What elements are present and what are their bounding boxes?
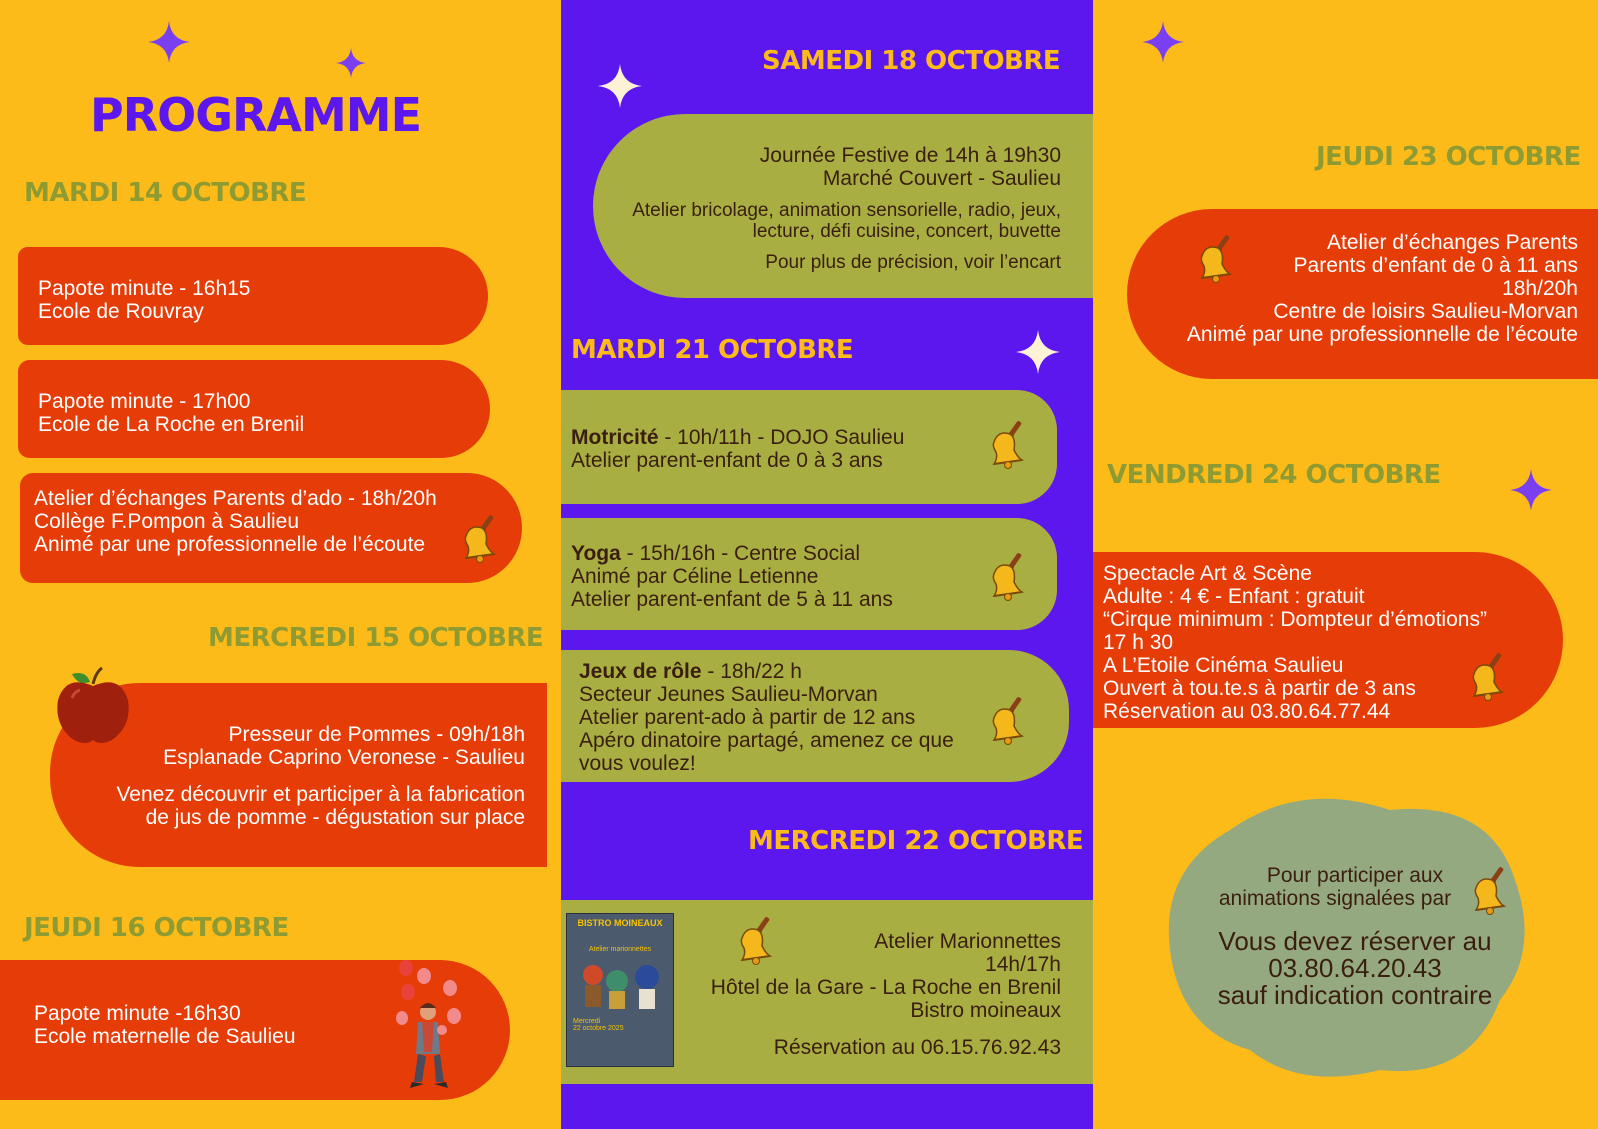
event-title: Atelier d’échanges Parents d’ado - 18h/20h (34, 487, 437, 510)
event-desc: Atelier parent-enfant de 0 à 3 ans (571, 449, 883, 472)
heading-mercredi-15: MERCREDI 15 OCTOBRE (208, 623, 544, 653)
heading-jeudi-16: JEUDI 16 OCTOBRE (24, 913, 289, 943)
event-desc: lecture, défi cuisine, concert, buvette (752, 221, 1061, 242)
poster-subtitle: Atelier marionnettes (588, 946, 652, 953)
star-icon (336, 46, 366, 80)
event-place: Secteur Jeunes Saulieu-Morvan (579, 683, 878, 706)
poster-date: Mercredi (573, 1018, 601, 1025)
event-time: Papote minute - 17h00 (38, 390, 251, 413)
event-place: Esplanade Caprino Veronese - Saulieu (163, 746, 525, 769)
event-time: Papote minute - 16h15 (38, 277, 251, 300)
info-line: Pour participer aux (1266, 864, 1444, 887)
event-price: Adulte : 4 € - Enfant : gratuit (1103, 585, 1365, 608)
bell-icon (1460, 650, 1512, 702)
event-note: Pour plus de précision, voir l’encart (765, 252, 1061, 273)
star-icon (598, 62, 642, 110)
person-with-speech-bubbles-icon (388, 958, 468, 1094)
event-title (579, 660, 1069, 683)
event-show-name: “Cirque minimum : Dompteur d’émotions” (1103, 608, 1487, 631)
event-audience: Ouvert à tou.te.s à partir de 3 ans (1103, 677, 1416, 700)
poster-date: 22 octobre 2025 (573, 1025, 624, 1032)
star-icon (1142, 18, 1184, 66)
star-icon (1510, 466, 1552, 514)
event-place: Hôtel de la Gare - La Roche en Brenil (710, 976, 1061, 999)
event-place: Ecole de La Roche en Brenil (38, 413, 305, 436)
event-time: 17 h 30 (1103, 631, 1174, 654)
event-time: 14h/17h (985, 953, 1061, 976)
event-place: Centre de loisirs Saulieu-Morvan (1273, 300, 1578, 323)
apple-icon (50, 664, 136, 746)
bell-icon (452, 512, 504, 564)
event-note: Animé par une professionnelle de l’écoute (1186, 323, 1578, 346)
event-booking: Réservation au 06.15.76.92.43 (773, 1036, 1061, 1059)
event-title: Atelier d’échanges Parents (1327, 231, 1578, 254)
event-place: A L’Etoile Cinéma Saulieu (1103, 654, 1344, 677)
bell-icon (980, 418, 1032, 470)
event-time: - 10h/11h - DOJO Saulieu (658, 426, 905, 449)
bistro-moineaux-poster (566, 913, 674, 1067)
event-card-papote-rouvray (18, 247, 488, 345)
star-icon (1016, 328, 1060, 376)
info-line: sauf indication contraire (1217, 980, 1493, 1010)
event-place: Bistro moineaux (910, 999, 1061, 1022)
event-title: Atelier Marionnettes (874, 930, 1061, 953)
event-place: Ecole de Rouvray (38, 300, 204, 323)
heading-mardi-14: MARDI 14 OCTOBRE (24, 178, 307, 208)
bell-icon (980, 694, 1032, 746)
heading-vendredi-24: VENDREDI 24 OCTOBRE (1107, 460, 1441, 490)
event-booking: Réservation au 03.80.64.77.44 (1103, 700, 1391, 723)
event-desc: Venez découvrir et participer à la fabrication (116, 783, 525, 806)
bell-icon (980, 550, 1032, 602)
bell-icon (728, 914, 780, 966)
event-desc: vous voulez! (579, 752, 696, 775)
poster-title: BISTRO MOINEAUX (577, 918, 663, 928)
heading-mardi-21: MARDI 21 OCTOBRE (571, 335, 854, 365)
event-desc: Atelier parent-enfant de 5 à 11 ans (571, 588, 893, 611)
event-place: Marché Couvert - Saulieu (822, 167, 1061, 190)
event-time: - 15h/16h - Centre Social (620, 542, 861, 565)
heading-mercredi-22: MERCREDI 22 OCTOBRE (748, 826, 1084, 856)
puppets-illustration (567, 953, 673, 1013)
event-time: Papote minute -16h30 (34, 1002, 241, 1025)
event-desc: Atelier bricolage, animation sensorielle, radio, jeux, (632, 200, 1061, 221)
info-line: animations signalées par (1218, 887, 1452, 910)
info-reserve-line: Vous devez réserver au (1218, 926, 1492, 956)
event-place: Ecole maternelle de Saulieu (34, 1025, 296, 1048)
page-title: PROGRAMME (90, 88, 421, 142)
event-card-atelier-parents-ado (20, 473, 522, 583)
event-name: Yoga (571, 542, 621, 565)
heading-samedi-18: SAMEDI 18 OCTOBRE (762, 46, 1061, 76)
star-icon (148, 18, 190, 66)
event-desc: de jus de pomme - dégustation sur place (145, 806, 525, 829)
event-desc: Parents d’enfant de 0 à 11 ans (1293, 254, 1578, 277)
event-note: Animé par une professionnelle de l’écoute (34, 533, 426, 556)
heading-jeudi-23: JEUDI 23 OCTOBRE (1316, 142, 1581, 172)
info-phone: 03.80.64.20.43 (1268, 953, 1442, 983)
event-title: Spectacle Art & Scène (1103, 562, 1312, 585)
event-desc: Animé par Céline Letienne (571, 565, 819, 588)
event-card-journee-festive (593, 114, 1093, 298)
event-desc: Apéro dinatoire partagé, amenez ce que (579, 729, 954, 752)
event-name: Jeux de rôle (579, 660, 702, 683)
event-card-papote-la-roche (18, 360, 490, 458)
event-time: - 18h/22 h (701, 660, 802, 683)
event-title: Presseur de Pommes - 09h/18h (228, 723, 525, 746)
event-title: Journée Festive de 14h à 19h30 (759, 144, 1061, 167)
bell-icon (1462, 864, 1514, 916)
bell-icon (1188, 232, 1240, 284)
event-time: 18h/20h (1502, 277, 1578, 300)
event-name: Motricité (571, 426, 659, 449)
event-desc: Atelier parent-ado à partir de 12 ans (579, 706, 916, 729)
event-place: Collège F.Pompon à Saulieu (34, 510, 300, 533)
